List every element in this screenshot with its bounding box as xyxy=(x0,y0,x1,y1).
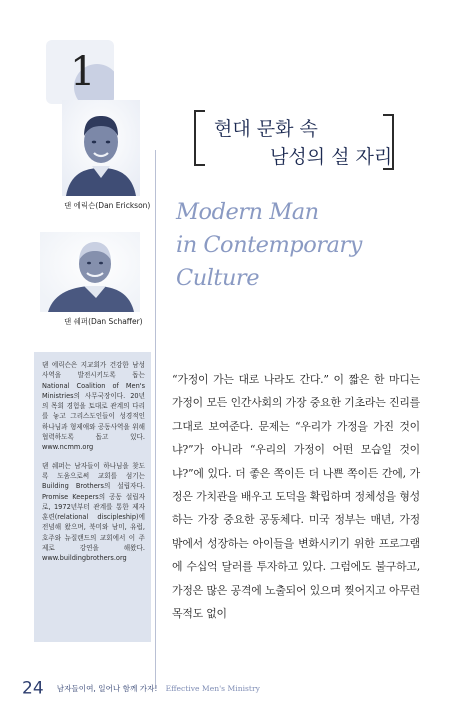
chapter-title-english xyxy=(176,196,416,295)
author-bio-box xyxy=(34,352,151,642)
photo-caption: 댄 쉐퍼(Dan Schaffer) xyxy=(64,317,143,326)
english-title-line: Modern Man xyxy=(176,199,319,225)
bio-dan-erickson: 댄 에릭슨은 지교회가 건강한 남성 사역을 발전시키도록 돕는 National Coalition of Men's Ministries의 사무국장이다. 20년의 목회 경험을 토대로 관계의 다리를 놓고 그리스도인들이 성경적인 하나님과 형제애와 공동사역을 위해 협력하도록 돕고 있다. www.ncmm.org xyxy=(42,361,145,452)
english-title-line: Culture xyxy=(176,265,260,291)
author-photo-dan-erickson xyxy=(62,100,140,196)
english-title-line: in Contemporary xyxy=(176,232,362,258)
photo-caption: 댄 에릭슨(Dan Erickson) xyxy=(64,201,151,210)
portrait-icon xyxy=(62,100,140,196)
right-bracket-icon xyxy=(383,114,394,170)
portrait-icon xyxy=(40,232,140,312)
running-title-korean: 남자들이여, 일어나 함께 가자! xyxy=(56,684,158,693)
title-line-1: 현대 문화 속 xyxy=(214,118,318,140)
running-title-english: Effective Men's Ministry xyxy=(165,684,260,693)
title-line-2: 남성의 설 자리 xyxy=(270,146,393,168)
vertical-divider xyxy=(155,150,156,685)
left-bracket-icon xyxy=(194,110,205,166)
chapter-title-korean xyxy=(194,104,394,174)
chapter-number: 1 xyxy=(70,49,96,95)
page-footer xyxy=(22,678,260,700)
page-number: 24 xyxy=(22,678,44,699)
body-paragraph: “가정이 가는 대로 나라도 간다.” 이 짧은 한 마디는 가정이 모든 인간사회의 가장 중요한 기초라는 진리를 그대로 보여준다. 문제는 “우리가 가정을 가진 것이냐?”가 아니라 “우리의 가정이 어떤 모습일 것이냐?”에 있다. 더 좋은 쪽이든 더 나쁜 쪽이든 간에, 가정은 가치관을 배우고 도덕을 확립하며 정체성을 형성하는 가장 중요한 공동체다. 미국 정부는 매년, 가정 밖에서 성장하는 아이들을 변화시키기 위한 프로그램에 수십억 달러를 투자하고 있다. 그럼에도 불구하고, 가정은 많은 공격에 노출되어 있으며 찢어지고 아무런 목적도 없이 xyxy=(172,373,420,621)
author-photo-dan-schaffer xyxy=(40,232,140,312)
bio-dan-schaffer: 댄 쉐퍼는 남자들이 하나님을 찾도록 도움으로써 교회를 섬기는 Building Brothers의 설립자다. Promise Keepers의 공동 설립자로, 1972년부터 관계를 통한 제자 훈련(relational discipleship)에 전념해 왔으며, 북미와 남미, 유럽, 호주와 뉴질랜드의 교회에서 이 주제로 강연을 해왔다. www.buildingbrothers.org xyxy=(42,461,145,563)
